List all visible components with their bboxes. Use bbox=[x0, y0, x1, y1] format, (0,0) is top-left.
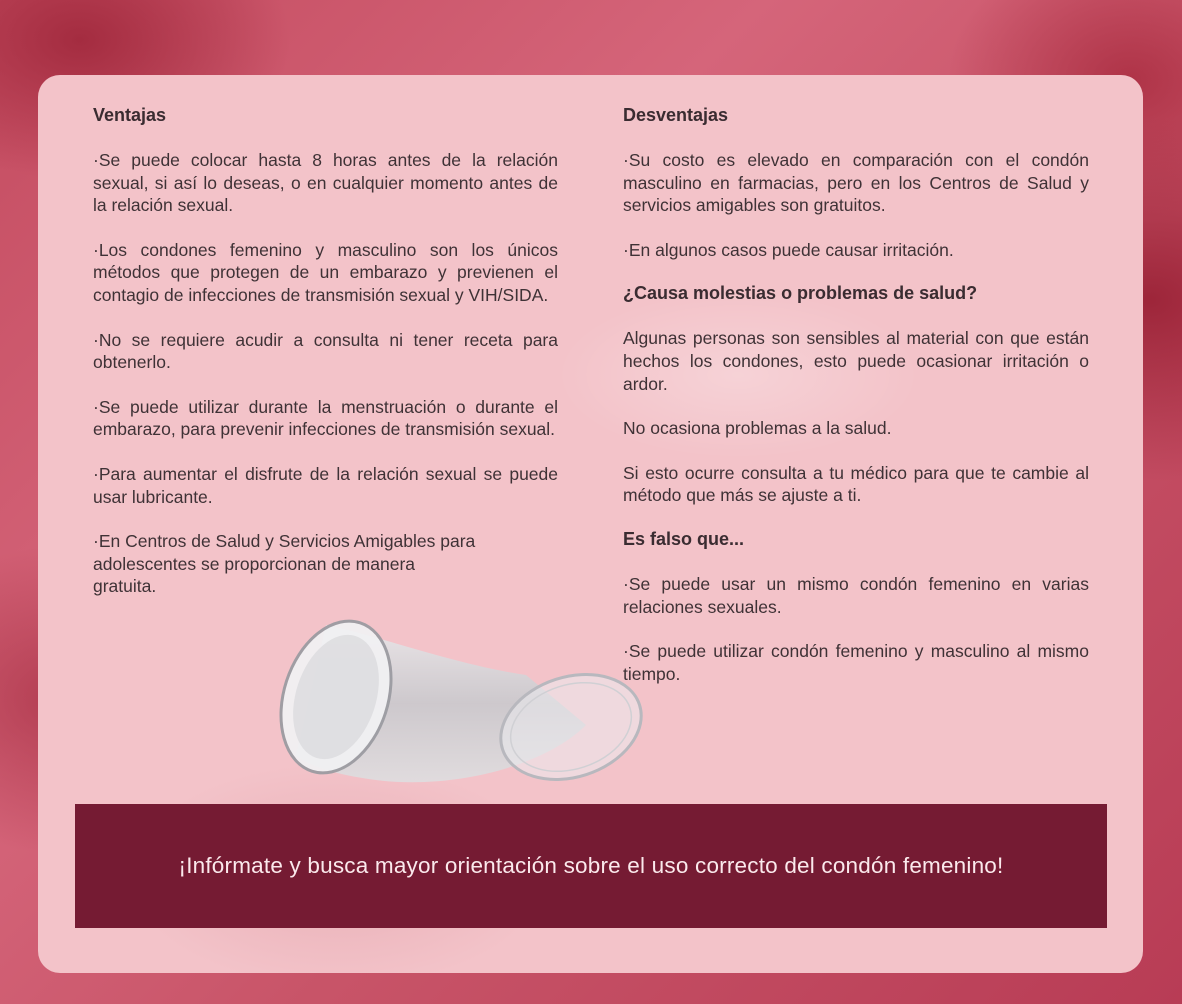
ventaja-item: ·No se requiere acudir a consulta ni tener receta para obtenerlo. bbox=[93, 329, 558, 373]
ventajas-heading: Ventajas bbox=[93, 105, 167, 125]
molestias-item: Algunas personas son sensibles al material con que están hechos los condones, esto puede ocasionar irritación o ardor. bbox=[623, 328, 1089, 394]
ventajas-column bbox=[93, 103, 558, 598]
desventajas-column bbox=[623, 103, 1089, 685]
molestias-heading: ¿Causa molestias o problemas de salud? bbox=[623, 283, 978, 304]
falso-heading: Es falso que... bbox=[623, 528, 745, 549]
molestias-item: No ocasiona problemas a la salud. bbox=[623, 418, 892, 439]
ventaja-item: ·En Centros de Salud y Servicios Amigables para adolescentes se proporcionan de manera gratuita. bbox=[93, 531, 476, 597]
ventaja-item: ·Se puede colocar hasta 8 horas antes de la relación sexual, si así lo deseas, o en cualquier momento antes de la relación sexual. bbox=[93, 150, 558, 216]
content-card bbox=[38, 75, 1143, 973]
ventaja-item: ·Se puede utilizar durante la menstruación o durante el embarazo, para prevenir infecciones de transmisión sexual. bbox=[93, 396, 558, 440]
ventaja-item: ·Los condones femenino y masculino son los únicos métodos que protegen de un embarazo y previenen el contagio de infecciones de transmisión sexual y VIH/SIDA. bbox=[93, 239, 558, 305]
desventaja-item: ·Su costo es elevado en comparación con el condón masculino en farmacias, pero en los Centros de Salud y servicios amigables son gratuitos. bbox=[623, 150, 1089, 216]
desventajas-heading: Desventajas bbox=[623, 105, 729, 125]
desventaja-item: ·En algunos casos puede causar irritación. bbox=[623, 239, 954, 260]
molestias-item: Si esto ocurre consulta a tu médico para que te cambie al método que más se ajuste a ti. bbox=[623, 462, 1089, 506]
female-condom-illustration bbox=[256, 615, 646, 795]
ventaja-item: ·Para aumentar el disfrute de la relación sexual se puede usar lubricante. bbox=[93, 463, 558, 507]
falso-item: ·Se puede usar un mismo condón femenino en varias relaciones sexuales. bbox=[623, 573, 1089, 617]
falso-item: ·Se puede utilizar condón femenino y masculino al mismo tiempo. bbox=[623, 641, 1089, 684]
banner-text: ¡Infórmate y busca mayor orientación sobre el uso correcto del condón femenino! bbox=[178, 853, 1004, 878]
info-banner bbox=[75, 804, 1107, 928]
